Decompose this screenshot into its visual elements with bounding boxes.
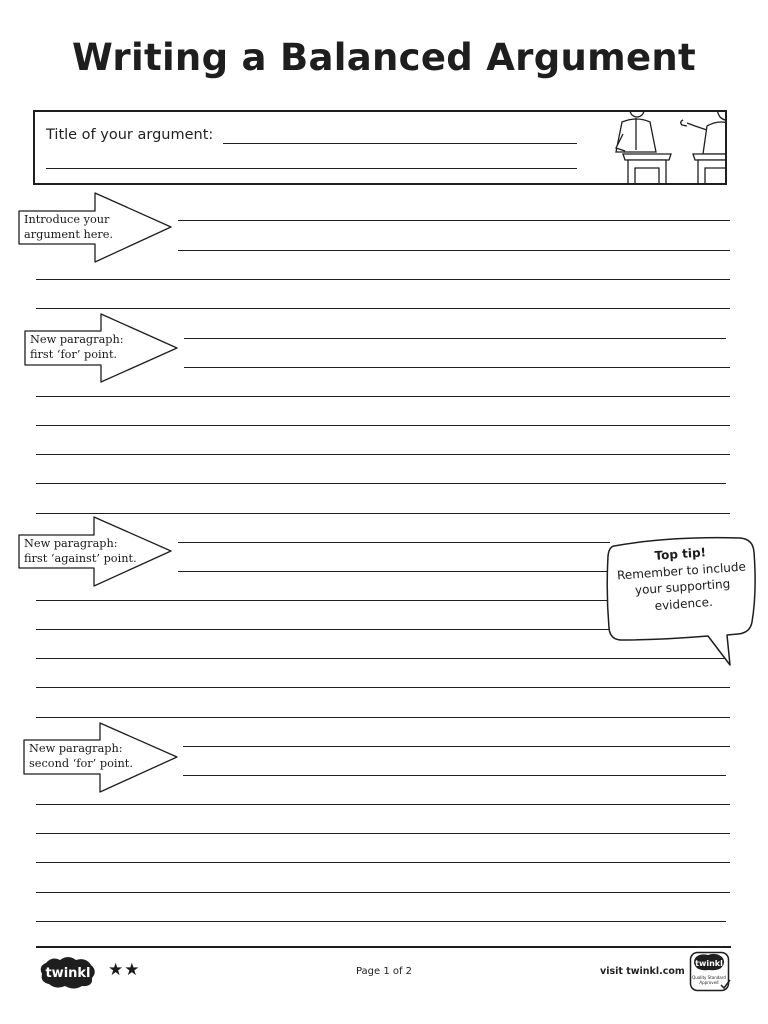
title-label: Title of your argument: (46, 127, 214, 143)
intro-prompt (24, 212, 113, 242)
writing-line[interactable] (36, 308, 730, 309)
visit-link[interactable]: visit twinkl.com (600, 966, 685, 977)
writing-line[interactable] (184, 367, 730, 368)
footer-rule (36, 946, 731, 948)
badge-brand: twinkl (695, 959, 723, 968)
writing-line[interactable] (178, 250, 730, 251)
prompt-line: Introduce your (24, 213, 110, 226)
prompt-line: argument here. (24, 228, 114, 241)
for-2-prompt (29, 741, 133, 771)
writing-line[interactable] (178, 542, 610, 543)
top-tip-text (610, 541, 754, 617)
twinkl-logo-text: twinkl (45, 966, 91, 981)
writing-line[interactable] (36, 396, 730, 397)
badge-line-1: Quality Standard (692, 975, 726, 980)
prompt-line: first ‘for’ point. (30, 348, 118, 361)
writing-line[interactable] (36, 279, 730, 280)
prompt-line: New paragraph: (30, 333, 124, 346)
writing-line[interactable] (36, 629, 610, 630)
quality-badge-icon (689, 951, 733, 993)
writing-line[interactable] (36, 513, 730, 514)
writing-line[interactable] (36, 483, 726, 484)
page-title: Writing a Balanced Argument (71, 36, 697, 79)
writing-line[interactable] (36, 804, 730, 805)
top-tip-body: Remember to include your supporting evidence. (616, 559, 747, 613)
two-stars-icon: ★★ (108, 960, 141, 980)
writing-line[interactable] (36, 717, 730, 718)
writing-line[interactable] (36, 454, 730, 455)
top-tip-heading: Top tip! (654, 545, 707, 563)
for-1-prompt (30, 332, 124, 362)
writing-line[interactable] (36, 921, 726, 922)
prompt-line: New paragraph: (24, 537, 118, 550)
writing-line[interactable] (36, 862, 730, 863)
prompt-line: New paragraph: (29, 742, 123, 755)
writing-line[interactable] (36, 833, 730, 834)
writing-line[interactable] (36, 687, 730, 688)
writing-line[interactable] (36, 892, 730, 893)
writing-line[interactable] (178, 220, 730, 221)
page-number: Page 1 of 2 (355, 966, 413, 977)
prompt-line: first ‘against’ point. (24, 552, 137, 565)
writing-line[interactable] (183, 746, 730, 747)
writing-line[interactable] (178, 571, 610, 572)
writing-line[interactable] (183, 775, 726, 776)
against-1-prompt (24, 536, 137, 566)
writing-line[interactable] (36, 600, 610, 601)
writing-line[interactable] (36, 425, 730, 426)
badge-line-2: Approved (699, 980, 719, 985)
prompt-line: second ‘for’ point. (29, 757, 133, 770)
writing-line[interactable] (184, 338, 726, 339)
